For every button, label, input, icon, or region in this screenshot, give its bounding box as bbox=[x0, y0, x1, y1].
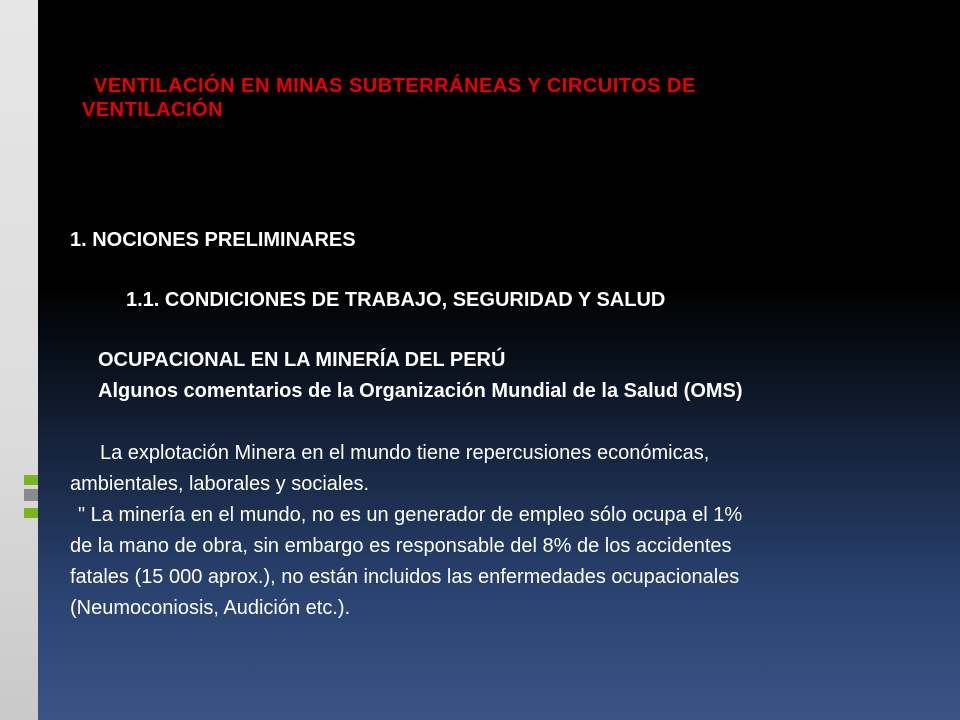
accent-square-gray bbox=[24, 489, 38, 501]
paragraph-2-line-1: " La minería en el mundo, no es un generador de empleo sólo ocupa el 1% bbox=[78, 504, 743, 526]
heading-oms: Algunos comentarios de la Organización Mundial de la Salud (OMS) bbox=[98, 380, 743, 402]
spacer bbox=[70, 407, 930, 438]
accent-square-green-bottom bbox=[24, 508, 38, 518]
heading-condiciones: 1.1. CONDICIONES DE TRABAJO, SEGURIDAD Y SALUD bbox=[126, 289, 666, 311]
paragraph-2-line-2: de la mano de obra, sin embargo es responsable del 8% de los accidentes bbox=[70, 535, 732, 557]
heading-ocupacional: OCUPACIONAL EN LA MINERÍA DEL PERÚ bbox=[98, 349, 506, 371]
heading-nociones: 1. NOCIONES PRELIMINARES bbox=[70, 229, 356, 251]
slide-content bbox=[70, 225, 930, 624]
paragraph-2-line-3: fatales (15 000 aprox.), no están incluidos las enfermedades ocupacionales bbox=[70, 566, 740, 588]
spacer bbox=[70, 316, 930, 345]
left-decorative-band bbox=[0, 0, 38, 720]
spacer bbox=[70, 256, 930, 285]
slide-title bbox=[82, 74, 822, 122]
paragraph-1-line-1: La explotación Minera en el mundo tiene repercusiones económicas, bbox=[100, 442, 710, 464]
title-line-2: VENTILACIÓN bbox=[82, 99, 224, 121]
accent-square-green-top bbox=[24, 475, 38, 485]
paragraph-2-line-4: (Neumoconiosis, Audición etc.). bbox=[70, 597, 351, 619]
paragraph-1-line-2: ambientales, laborales y sociales. bbox=[70, 473, 370, 495]
title-line-1: VENTILACIÓN EN MINAS SUBTERRÁNEAS Y CIRCUITOS DE bbox=[94, 75, 696, 97]
